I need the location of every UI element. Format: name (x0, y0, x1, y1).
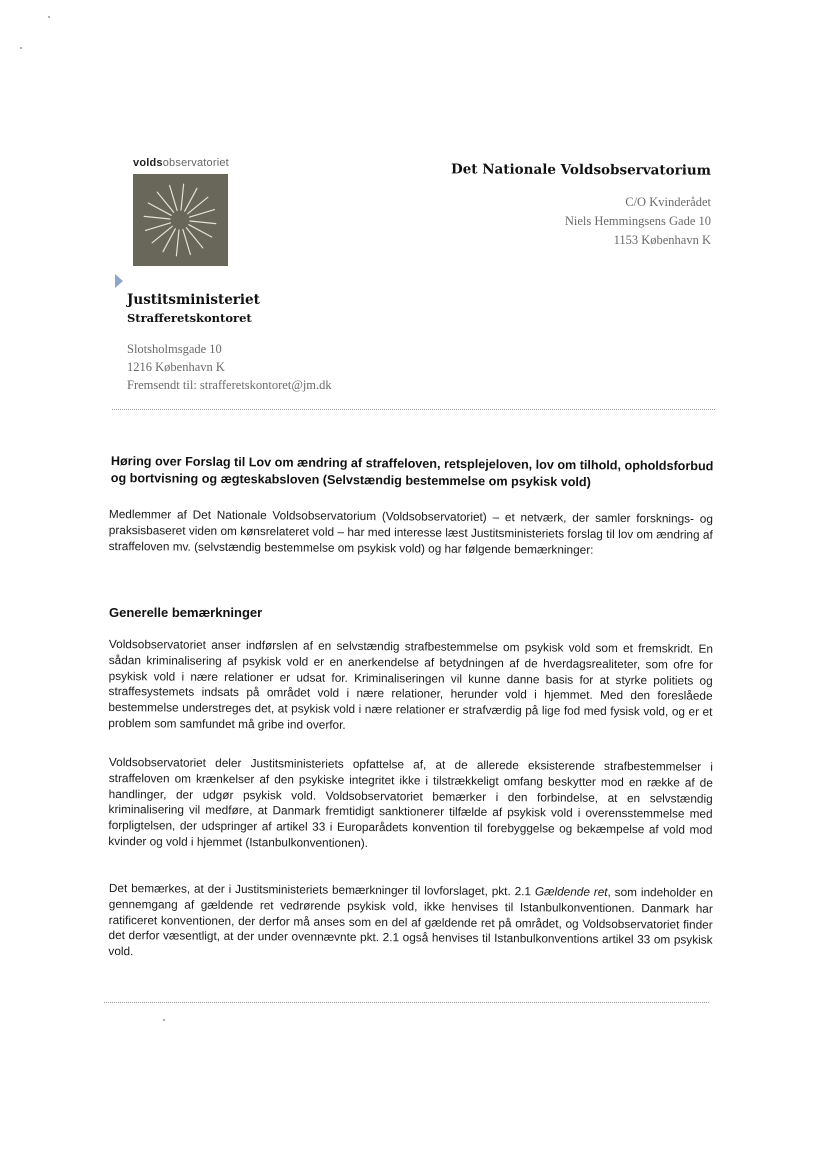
sender-address-line: C/O Kvinderådet (625, 195, 711, 209)
recipient-name: Justitsministeriet (127, 292, 260, 308)
logo-wordmark (133, 157, 229, 169)
body-paragraph-3-start: Det bemærkes, at der i Justitsministeriets bemærkninger til lovforslaget, pkt. 2.1 (108, 881, 535, 899)
footer-divider (104, 1002, 709, 1003)
recipient-address-line: 1216 København K (127, 360, 225, 374)
triangle-marker-icon (115, 274, 123, 288)
sunburst-ray (170, 186, 178, 211)
body-paragraph-3-italic: Gældende ret (534, 884, 608, 899)
sunburst-ray (176, 230, 179, 256)
sunburst-ray (146, 223, 171, 231)
header-divider (112, 409, 715, 410)
scan-speck (48, 16, 50, 18)
sunburst-ray (144, 216, 170, 219)
sunburst-ray (190, 210, 215, 218)
sender-address (565, 193, 711, 250)
logo-wordmark-rest: observatoriet (162, 157, 229, 169)
recipient-department: Strafferetskontoret (127, 311, 252, 325)
recipient-email-line: Fremsendt til: strafferetskontoret@jm.dk (127, 378, 332, 392)
sunburst-ray (190, 221, 216, 224)
recipient-address (127, 340, 332, 394)
body-paragraph-3-end: , som indeholder en gennemgang af gældende ret vedrørende psykisk vold, ikke henvises til Istanbulkonventionen. Danmark har ratificeret konventionen, der derfor må anses som en del af gældende ret på området, og Voldsobservatoriet finder det derfor væsentligt, at der under ovennævnte pkt. 2.1 også henvises til Istanbulkonventions artikel 33 om psykisk vold. (108, 884, 713, 959)
logo-wordmark-bold: volds (133, 157, 163, 169)
section-heading: Generelle bemærkninger (109, 605, 263, 620)
sunburst-ray (183, 230, 191, 255)
sunburst-icon (133, 174, 228, 266)
logo-icon (133, 174, 228, 266)
body-paragraph-1: Voldsobservatoriet anser indførslen af en selvstændig strafbestemmelse om psykisk vold som et fremskridt. En sådan kriminalisering af psykisk vold er en anerkendelse af betydningen af de hverdagsrealiteter, som ofre for psykisk vold i nære relationer er udsat for. Kriminaliseringen vil kunne danne basis for at styrke politiets og straffesystemets indsats på området vold i nære relationer, herunder vold i hjemmet. Med den foreslåede bestemmelse understreges det, at psykisk vold i nære relationer er strafværdig på lige fod med fysisk vold, og er et problem som samfundet må gribe ind overfor. (108, 637, 713, 732)
intro-paragraph: Medlemmer af Det Nationale Voldsobservatorium (Voldsobservatoriet) – et netværk, der samler forsknings- og praksisbaseret viden om kønsrelateret vold – har med interesse læst Justitsministeriets forslag til lov om ændring af straffeloven mv. (selvstændig bestemmelse om psykisk vold) og har følgende bemærkninger: (108, 507, 713, 557)
document-title: Høring over Forslag til Lov om ændring af straffeloven, retsplejeloven, lov om tilhold, opholdsforbud og bortvisning og ægteskabsloven (Selvstændig bestemmelse om psykisk vold) (110, 453, 714, 490)
scan-speck (163, 1019, 165, 1021)
body-paragraph-2: Voldsobservatoriet deler Justitsministeriets opfattelse af, at de allerede eksisterende strafbestemmelser i straffeloven om krænkelser af den psykiske integritet ikke i tilstrækkeligt omfang beskytter mod en række af de handlinger, der udgør psykisk vold. Voldsobservatoriet bemærker i den forbindelse, at en selvstændig kriminalisering vil medføre, at Danmark fremtidigt sanktionerer tilfælde af psykisk vold i overensstemmelse med forpligtelsen, der udspringer af artikel 33 i Europarådets konvention til forebyggelse og bekæmpelse af vold mod kvinder og vold i hjemmet (Istanbulkonventionen). (108, 755, 713, 851)
body-paragraph-3 (108, 881, 713, 965)
sender-address-line: 1153 København K (613, 233, 711, 247)
sender-address-line: Niels Hemmingsens Gade 10 (564, 214, 711, 228)
sunburst-ray (181, 184, 184, 210)
scan-speck (20, 47, 22, 49)
sender-name: Det Nationale Voldsobservatorium (450, 161, 712, 179)
recipient-address-line: Slotsholmsgade 10 (127, 342, 222, 356)
